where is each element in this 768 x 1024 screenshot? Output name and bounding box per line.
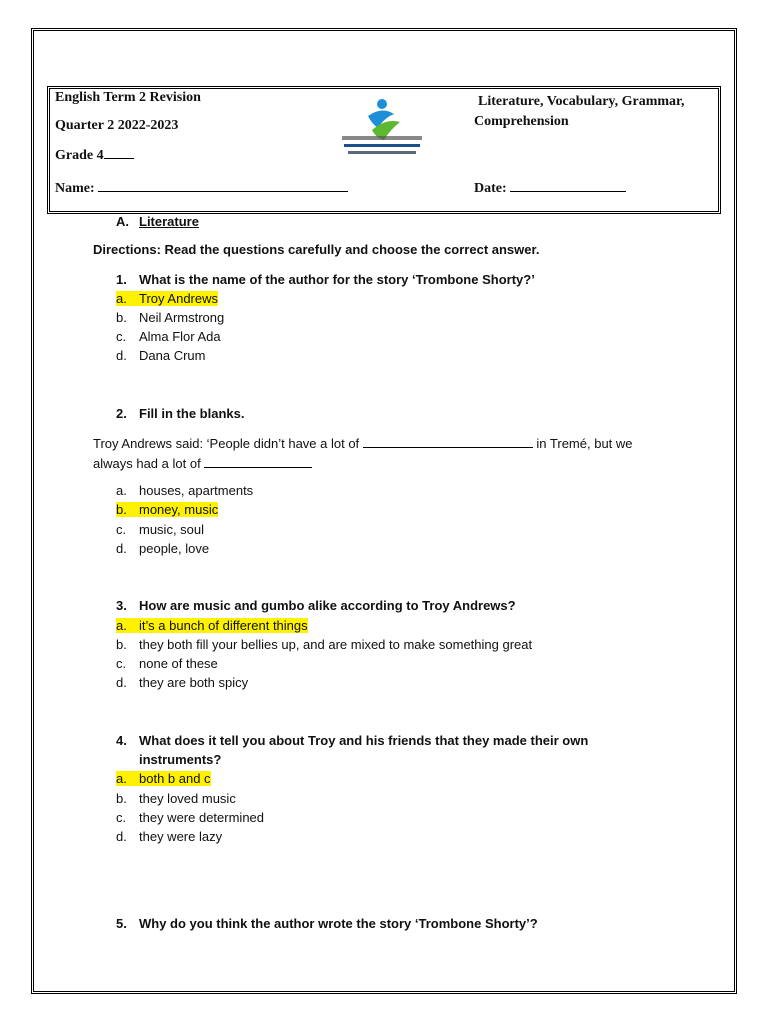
q4-option-b[interactable]: b. they loved music <box>116 791 236 806</box>
q2-blank-2[interactable] <box>204 455 312 468</box>
name-blank[interactable] <box>98 179 348 192</box>
directions: Directions: Read the questions carefully and choose the correct answer. <box>93 242 540 257</box>
topics-line-2: Comprehension <box>474 114 569 129</box>
worksheet-title: English Term 2 Revision <box>55 90 201 105</box>
question-4: 4. What does it tell you about Troy and his friends that they made their own <box>116 733 589 748</box>
date-field: Date: <box>474 179 626 197</box>
grade-blank[interactable] <box>104 146 134 159</box>
q1-option-d[interactable]: d. Dana Crum <box>116 348 206 363</box>
section-heading: A. Literature <box>116 214 199 229</box>
school-logo-icon <box>334 96 430 162</box>
q2-option-b[interactable]: b. money, music <box>116 502 219 517</box>
question-3: 3. How are music and gumbo alike according to Troy Andrews? <box>116 598 516 613</box>
topics-line-1: Literature, Vocabulary, Grammar, <box>478 94 685 109</box>
q4-option-a[interactable]: a. both b and c <box>116 771 211 786</box>
q2-option-a[interactable]: a. houses, apartments <box>116 483 254 498</box>
q2-option-d[interactable]: d. people, love <box>116 541 210 556</box>
date-blank[interactable] <box>510 179 626 192</box>
q2-sentence-line-1: Troy Andrews said: ‘People didn’t have a lot of in Tremé, but we <box>93 436 633 451</box>
grade-label: Grade 4 <box>55 146 134 164</box>
name-field: Name: <box>55 179 348 197</box>
q2-sentence-line-2: always had a lot of <box>93 455 312 471</box>
q3-option-a[interactable]: a. it’s a bunch of different things <box>116 618 308 633</box>
q2-option-c[interactable]: c. music, soul <box>116 522 205 537</box>
q4-option-d[interactable]: d. they were lazy <box>116 829 223 844</box>
question-1: 1. What is the name of the author for the story ‘Trombone Shorty?’ <box>116 272 535 287</box>
q1-option-b[interactable]: b. Neil Armstrong <box>116 310 225 325</box>
question-2: 2. Fill in the blanks. <box>116 406 245 421</box>
question-5: 5. Why do you think the author wrote the story ‘Trombone Shorty’? <box>116 916 538 931</box>
quarter-label: Quarter 2 2022-2023 <box>55 118 179 133</box>
q3-option-b[interactable]: b. they both fill your bellies up, and are mixed to make something great <box>116 637 533 652</box>
q1-option-c[interactable]: c. Alma Flor Ada <box>116 329 221 344</box>
q2-blank-1[interactable] <box>363 435 533 448</box>
question-4-continued: instruments? <box>139 752 222 767</box>
q4-option-c[interactable]: c. they were determined <box>116 810 265 825</box>
q3-option-d[interactable]: d. they are both spicy <box>116 675 249 690</box>
q3-option-c[interactable]: c. none of these <box>116 656 218 671</box>
q1-option-a[interactable]: a. Troy Andrews <box>116 291 218 306</box>
